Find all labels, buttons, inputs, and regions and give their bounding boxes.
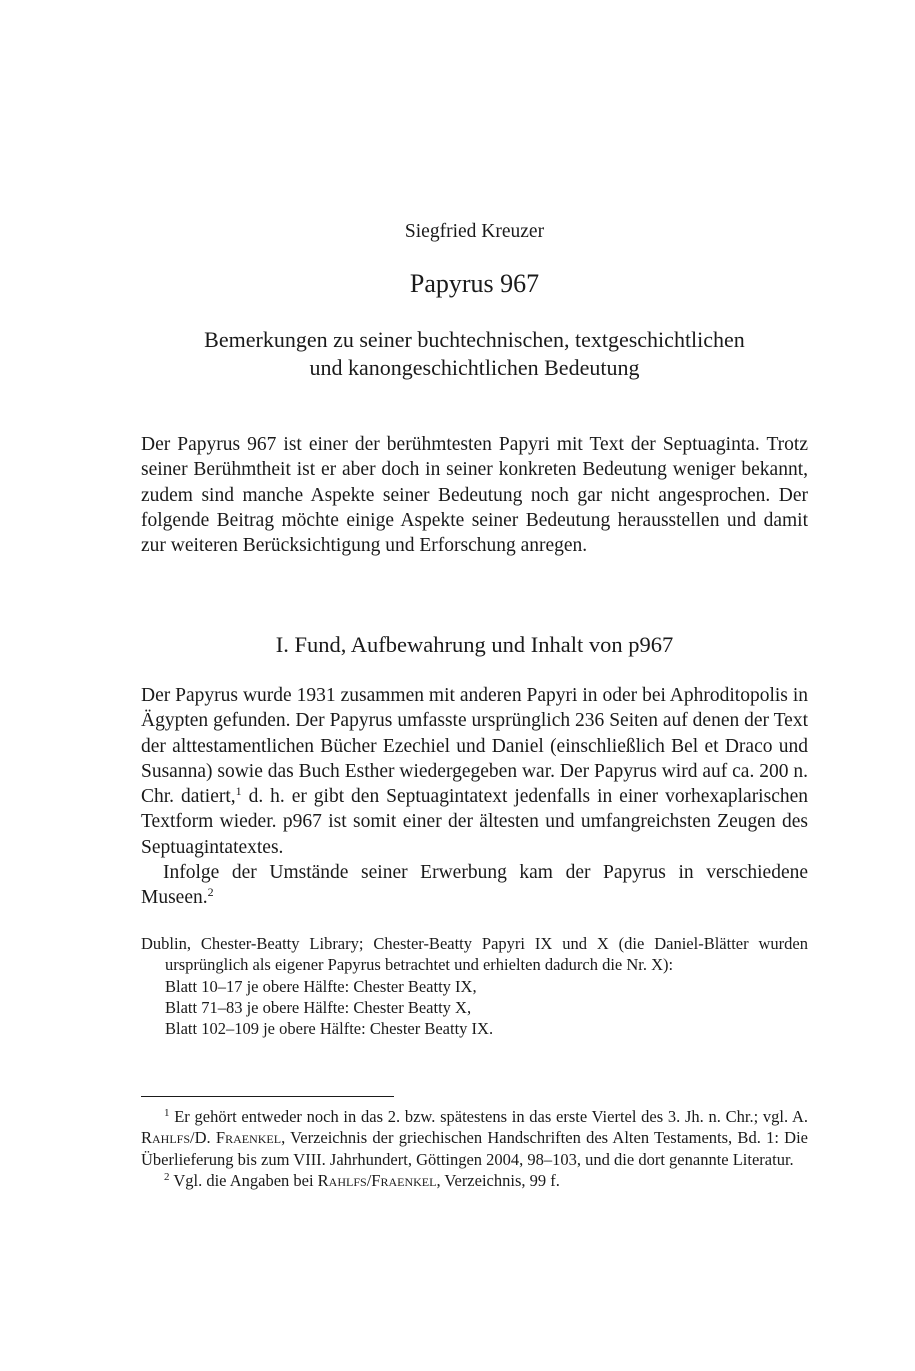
footnote-1-marker: 1 <box>164 1107 170 1119</box>
footnote-2-sep: / <box>366 1170 372 1190</box>
quote-item-2: Blatt 71–83 je obere Hälfte: Chester Beatty X, <box>165 997 472 1017</box>
body-paragraph-1-text-a: Der Papyrus wurde 1931 zusammen mit anderen Papyri in oder bei Aphroditopolis in Ägypten gefunden. Der Papyrus umfasste ursprünglich 236 Seiten auf denen der Text der alttestamentlichen Bücher Ezechiel und Daniel (einschließlich Bel et Draco und Susanna) sowie das Buch Esther wiedergegeben war. Der Papyrus wird auf ca. 200 n. Chr. datiert, <box>141 685 808 808</box>
quote-item-1: Blatt 10–17 je obere Hälfte: Chester Beatty IX, <box>165 976 477 996</box>
footnote-1-sep: /D. <box>190 1128 216 1148</box>
footnote-2-text-a: Vgl. die Angaben bei <box>169 1170 318 1190</box>
footnotes <box>141 1106 808 1191</box>
body-paragraph-1 <box>141 683 808 860</box>
author-name-fraenkel: Fraenkel <box>215 1128 282 1148</box>
footnote-1-text-b: , Verzeichnis der griechischen Handschriften des Alten Testaments, Bd. 1: Die Überlieferung bis zum VIII. Jahrhundert, Göttingen 2004, 98–103, und die dort genannte Literatur. <box>141 1128 808 1169</box>
footnote-separator <box>141 1096 394 1097</box>
subtitle-line-1: Bemerkungen zu seiner buchtechnischen, textgeschichtlichen <box>204 327 745 352</box>
footnote-1-text-a: Er gehört entweder noch in das 2. bzw. spätestens in das erste Viertel des 3. Jh. n. Chr.; vgl. A. <box>169 1107 808 1126</box>
article-title: Papyrus 967 <box>409 269 540 298</box>
body-paragraph-1-text-b: d. h. er gibt den Septuagintatext jedenfalls in einer vorhexaplarischen Textform wieder. p967 ist somit einer der ältesten und umfangreichsten Zeugen des Septuagintatextes. <box>141 786 809 858</box>
quote-item-3: Blatt 102–109 je obere Hälfte: Chester Beatty IX. <box>165 1019 494 1039</box>
body-paragraph-2 <box>141 860 808 911</box>
block-quote <box>141 933 808 1039</box>
author-name-rahlfs: Rahlfs <box>317 1170 367 1190</box>
article-subtitle <box>141 326 808 382</box>
footnote-ref-2: 2 <box>207 885 214 900</box>
footnote-2-text-b: , Verzeichnis, 99 f. <box>436 1170 560 1190</box>
section-heading: I. Fund, Aufbewahrung und Inhalt von p967 <box>275 632 674 657</box>
footnote-ref-1: 1 <box>235 784 242 799</box>
body-paragraph-2-text: Infolge der Umstände seiner Erwerbung kam der Papyrus in verschiedene Museen. <box>141 862 808 909</box>
abstract-paragraph: Der Papyrus 967 ist einer der berühmtesten Papyri mit Text der Septuaginta. Trotz seiner Berühmtheit ist er aber doch in seiner konkreten Bedeutung weniger bekannt, zudem sind manche Aspekte seiner Bedeutung noch gar nicht angesprochen. Der folgende Beitrag möchte einige Aspekte seiner Bedeutung herausstellen und damit zur weiteren Berücksichtigung und Erforschung anregen. <box>141 434 808 557</box>
footnote-1 <box>141 1106 808 1170</box>
section-body <box>141 683 808 911</box>
footnote-2 <box>141 1170 808 1191</box>
subtitle-line-2: und kanongeschichtlichen Bedeutung <box>309 355 640 380</box>
footnote-2-marker: 2 <box>164 1170 170 1183</box>
quote-intro: Dublin, Chester-Beatty Library; Chester-Beatty Papyri IX und X (die Daniel-Blätter wurden ursprünglich als eigener Papyrus betrachtet und erhielten dadurch die Nr. X): <box>141 934 808 975</box>
author-name: Siegfried Kreuzer <box>404 221 545 242</box>
author-name-rahlfs: Rahlfs <box>141 1128 191 1148</box>
author-name-fraenkel: Fraenkel <box>371 1170 437 1190</box>
